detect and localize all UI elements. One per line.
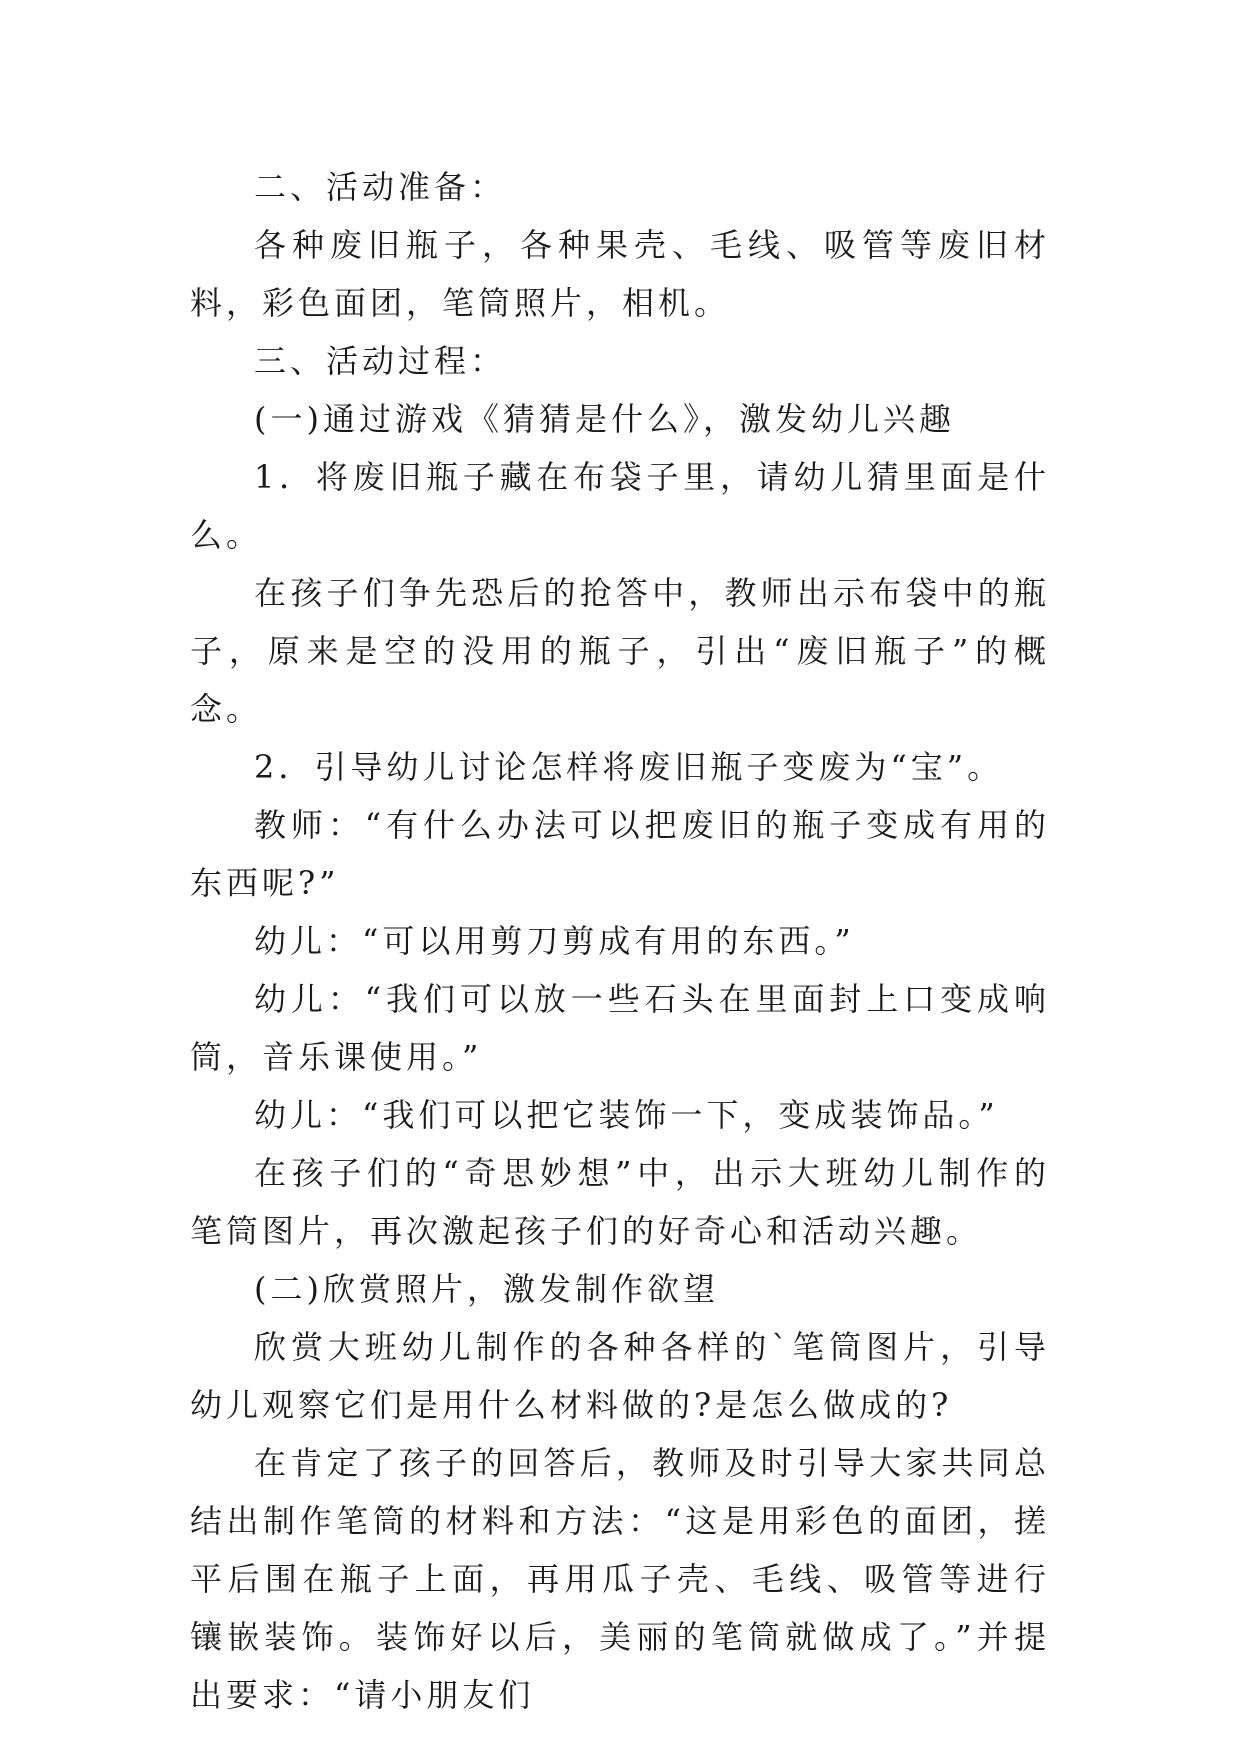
paragraph-materials: 各种废旧瓶子，各种果壳、毛线、吸管等废旧材料，彩色面团，笔筒照片，相机。 xyxy=(190,226,1050,322)
paragraph-summary-method: 在肯定了孩子的回答后，教师及时引导大家共同总结出制作笔筒的材料和方法：“这是用彩色的面团，搓平后围在瓶子上面，再用瓜子壳、毛线、吸管等进行镶嵌装饰。装饰好以后，美丽的笔筒就做成了。”并提出要求：“请小朋友们 xyxy=(190,1444,1050,1714)
paragraph-child-answer-1: 幼儿：“可以用剪刀剪成有用的东西。” xyxy=(254,922,855,960)
paragraph-reveal-bottles: 在孩子们争先恐后的抢答中，教师出示布袋中的瓶子，原来是空的没用的瓶子，引出“废旧瓶子”的概念。 xyxy=(190,574,1050,728)
paragraph-child-answer-2: 幼儿：“我们可以放一些石头在里面封上口变成响筒，音乐课使用。” xyxy=(190,980,1050,1076)
subsection-heading-game: (一)通过游戏《猜猜是什么》，激发幼儿兴趣 xyxy=(254,400,955,438)
paragraph-step-2: 2．引导幼儿讨论怎样将废旧瓶子变废为“宝”。 xyxy=(254,748,1004,786)
paragraph-step-1: 1．将废旧瓶子藏在布袋子里，请幼儿猜里面是什么。 xyxy=(190,458,1050,554)
paragraph-teacher-question: 教师：“有什么办法可以把废旧的瓶子变成有用的东西呢?” xyxy=(190,806,1050,902)
section-heading-process: 三、活动过程： xyxy=(254,342,507,380)
paragraph-child-answer-3: 幼儿：“我们可以把它装饰一下，变成装饰品。” xyxy=(254,1096,999,1134)
document-body xyxy=(190,158,1050,1724)
paragraph-appreciate-photos: 欣赏大班幼儿制作的各种各样的`笔筒图片，引导幼儿观察它们是用什么材料做的?是怎么做成的? xyxy=(190,1328,1050,1424)
section-heading-preparation: 二、活动准备： xyxy=(254,168,507,206)
paragraph-show-pen-holder: 在孩子们的“奇思妙想”中，出示大班幼儿制作的笔筒图片，再次激起孩子们的好奇心和活动兴趣。 xyxy=(190,1154,1050,1250)
subsection-heading-appreciate: (二)欣赏照片，激发制作欲望 xyxy=(254,1270,719,1308)
